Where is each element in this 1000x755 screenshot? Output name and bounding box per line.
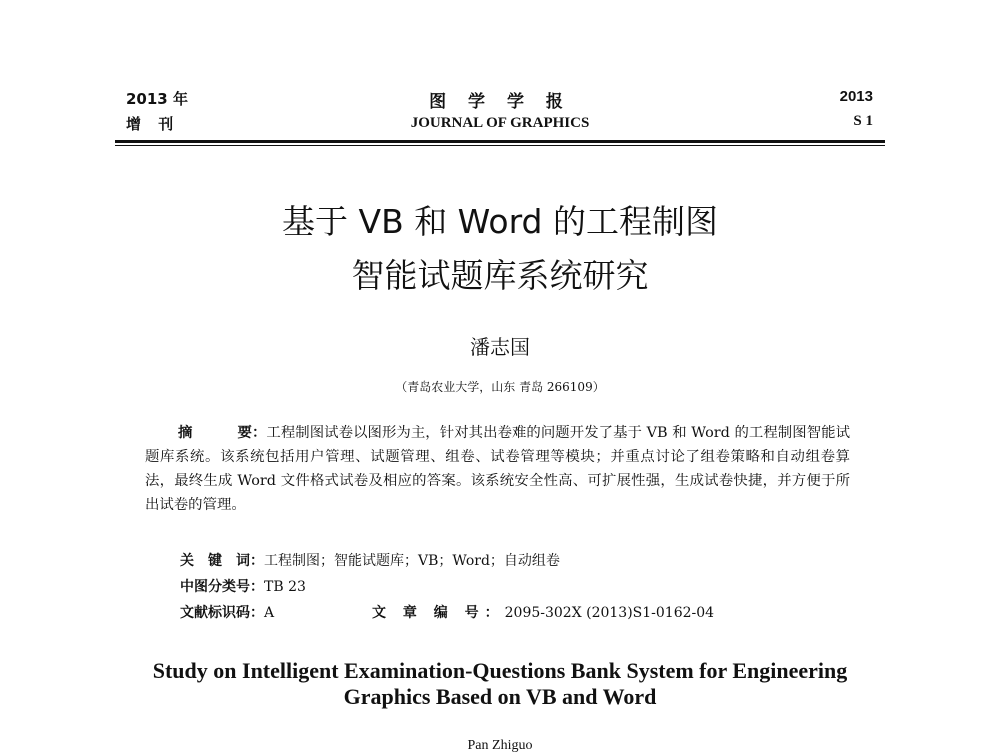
keywords-label: 关 键 词： bbox=[180, 553, 264, 569]
header-year-left: 2013 年 bbox=[126, 90, 188, 108]
document-code bbox=[180, 602, 274, 622]
article-number-label: 文 章 编 号： bbox=[372, 605, 505, 621]
article-number-value: 2095-302X (2013)S1-0162-04 bbox=[504, 605, 715, 621]
abstract-label-b: 要： bbox=[237, 425, 267, 441]
clc-value: TB 23 bbox=[264, 579, 306, 595]
header-rule-thin bbox=[115, 145, 885, 146]
document-code-value: A bbox=[264, 605, 275, 621]
keywords bbox=[180, 550, 560, 570]
header-rule-thick bbox=[115, 140, 885, 143]
paper-title-cn-line2: 智能试题库系统研究 bbox=[351, 256, 649, 295]
author-en: Pan Zhiguo bbox=[467, 738, 533, 753]
journal-title-cn: 图 学 学 报 bbox=[429, 92, 571, 112]
header-year-right: 2013 bbox=[839, 88, 873, 105]
header-issue-right: S 1 bbox=[853, 113, 873, 129]
paper-title-en-line1: Study on Intelligent Examination-Questions Bank System for Engineering bbox=[152, 658, 848, 683]
keywords-value: 工程制图；智能试题库；VB；Word；自动组卷 bbox=[264, 553, 560, 569]
article-number bbox=[372, 602, 714, 622]
clc-label: 中图分类号： bbox=[180, 579, 264, 595]
document-code-label: 文献标识码： bbox=[180, 605, 264, 621]
abstract-text: 工程制图试卷以图形为主，针对其出卷难的问题开发了基于 VB 和 Word 的工程制图智能试题库系统。该系统包括用户管理、试题管理、组卷、试卷管理等模块；并重点讨论了组卷策略和自动组卷算法，最终生成 Word 文件格式试卷及相应的答案。该系统安全性高、可扩展性强，生成试卷快捷，并方便于所出试卷的管理。 bbox=[145, 425, 850, 513]
abstract-label bbox=[178, 425, 266, 441]
header-issue-left: 增 刊 bbox=[126, 115, 180, 133]
paper-title-cn-line1: 基于 VB 和 Word 的工程制图 bbox=[282, 202, 718, 241]
abstract-label-a: 摘 bbox=[178, 425, 193, 441]
clc-number bbox=[180, 576, 306, 596]
abstract bbox=[145, 421, 850, 517]
paper-title-en-line2: Graphics Based on VB and Word bbox=[343, 684, 657, 709]
journal-title-en: JOURNAL OF GRAPHICS bbox=[410, 115, 590, 131]
affiliation-cn: （青岛农业大学，山东 青岛 266109） bbox=[395, 380, 605, 394]
author-cn: 潘志国 bbox=[470, 335, 530, 359]
